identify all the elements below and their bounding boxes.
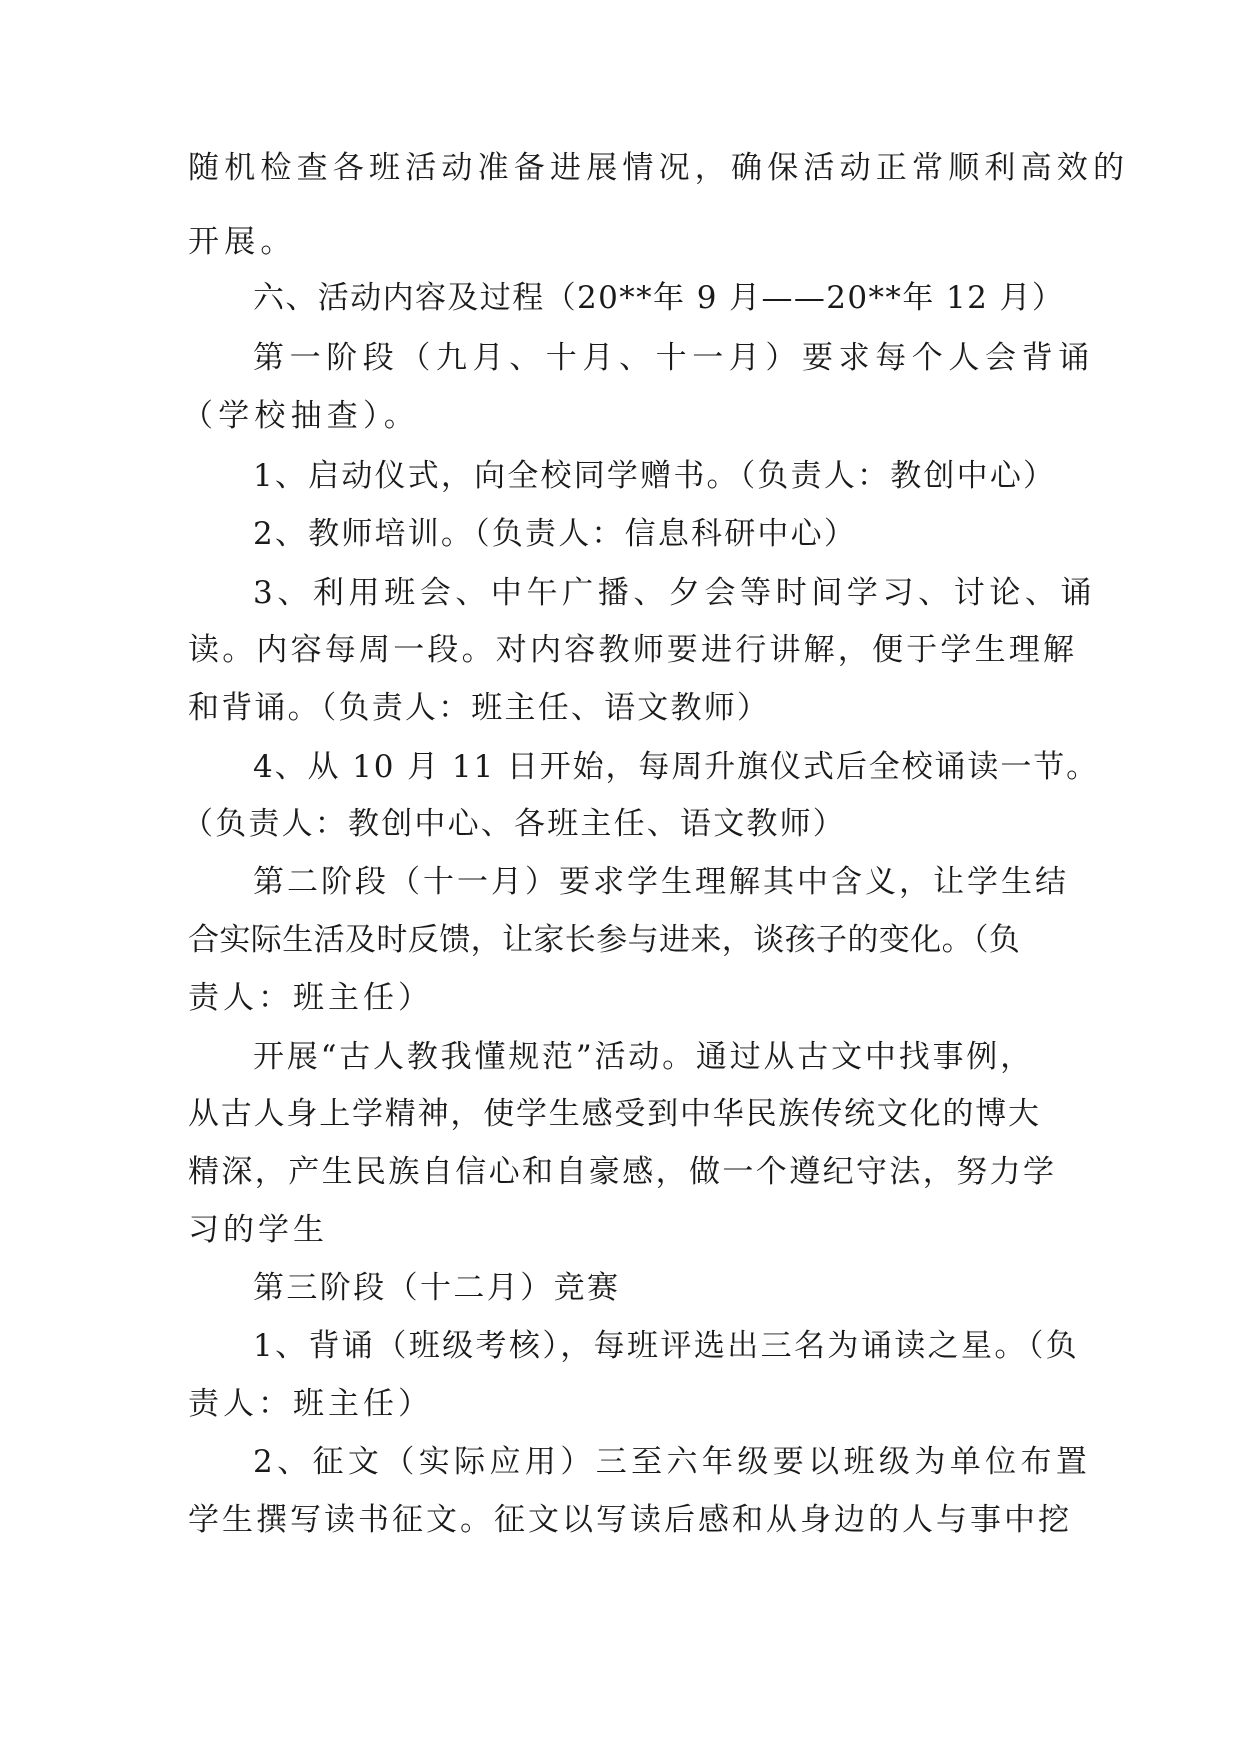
list-item-1: 1、启动仪式，向全校同学赠书。（负责人：教创中心） xyxy=(253,458,1057,494)
text-line-18: 精深，产生民族自信心和自豪感，做一个遵纪守法，努力学 xyxy=(188,1154,1057,1190)
section-heading-activity-content: 六、活动内容及过程（20**年 9 月——20**年 12 月） xyxy=(253,280,1065,316)
stage-one-heading: 第一阶段（九月、十月、十一月）要求每个人会背诵 xyxy=(253,340,1095,376)
text-line-14: 合实际生活及时反馈，让家长参与进来，谈孩子的变化。（负 xyxy=(188,922,1021,958)
text-line-24: 学生撰写读书征文。征文以写读后感和从身边的人与事中挖 xyxy=(188,1502,1072,1538)
stage-three-heading: 第三阶段（十二月）竞赛 xyxy=(253,1270,621,1306)
text-line-16: 开展“古人教我懂规范”活动。通过从古文中找事例， xyxy=(253,1039,1034,1075)
text-line-15: 责人：班主任） xyxy=(188,980,433,1016)
list-item-2: 2、教师培训。（负责人：信息科研中心） xyxy=(253,516,858,552)
text-line-5: （学校抽查）。 xyxy=(182,398,420,434)
text-line-1: 随机检查各班活动准备进展情况，确保活动正常顺利高效的 xyxy=(188,150,1130,186)
list-item-3: 3、利用班会、中午广播、夕会等时间学习、讨论、诵 xyxy=(253,575,1097,611)
text-line-10: 和背诵。（负责人：班主任、语文教师） xyxy=(188,690,771,726)
competition-item-1: 1、背诵（班级考核），每班评选出三名为诵读之星。（负 xyxy=(253,1328,1080,1364)
stage-two-heading: 第二阶段（十一月）要求学生理解其中含义，让学生结 xyxy=(253,864,1069,900)
text-line-12: （负责人：教创中心、各班主任、语文教师） xyxy=(182,806,846,842)
text-line-2: 开展。 xyxy=(188,224,297,260)
text-line-9: 读。内容每周一段。对内容教师要进行讲解，便于学生理解 xyxy=(188,632,1078,668)
competition-item-2: 2、征文（实际应用）三至六年级要以班级为单位布置 xyxy=(253,1444,1092,1480)
text-line-22: 责人：班主任） xyxy=(188,1386,433,1422)
text-line-19: 习的学生 xyxy=(188,1212,328,1248)
text-line-17: 从古人身上学精神，使学生感受到中华民族传统文化的博大 xyxy=(188,1096,1041,1132)
list-item-4: 4、从 10 月 11 日开始，每周升旗仪式后全校诵读一节。 xyxy=(253,749,1100,785)
